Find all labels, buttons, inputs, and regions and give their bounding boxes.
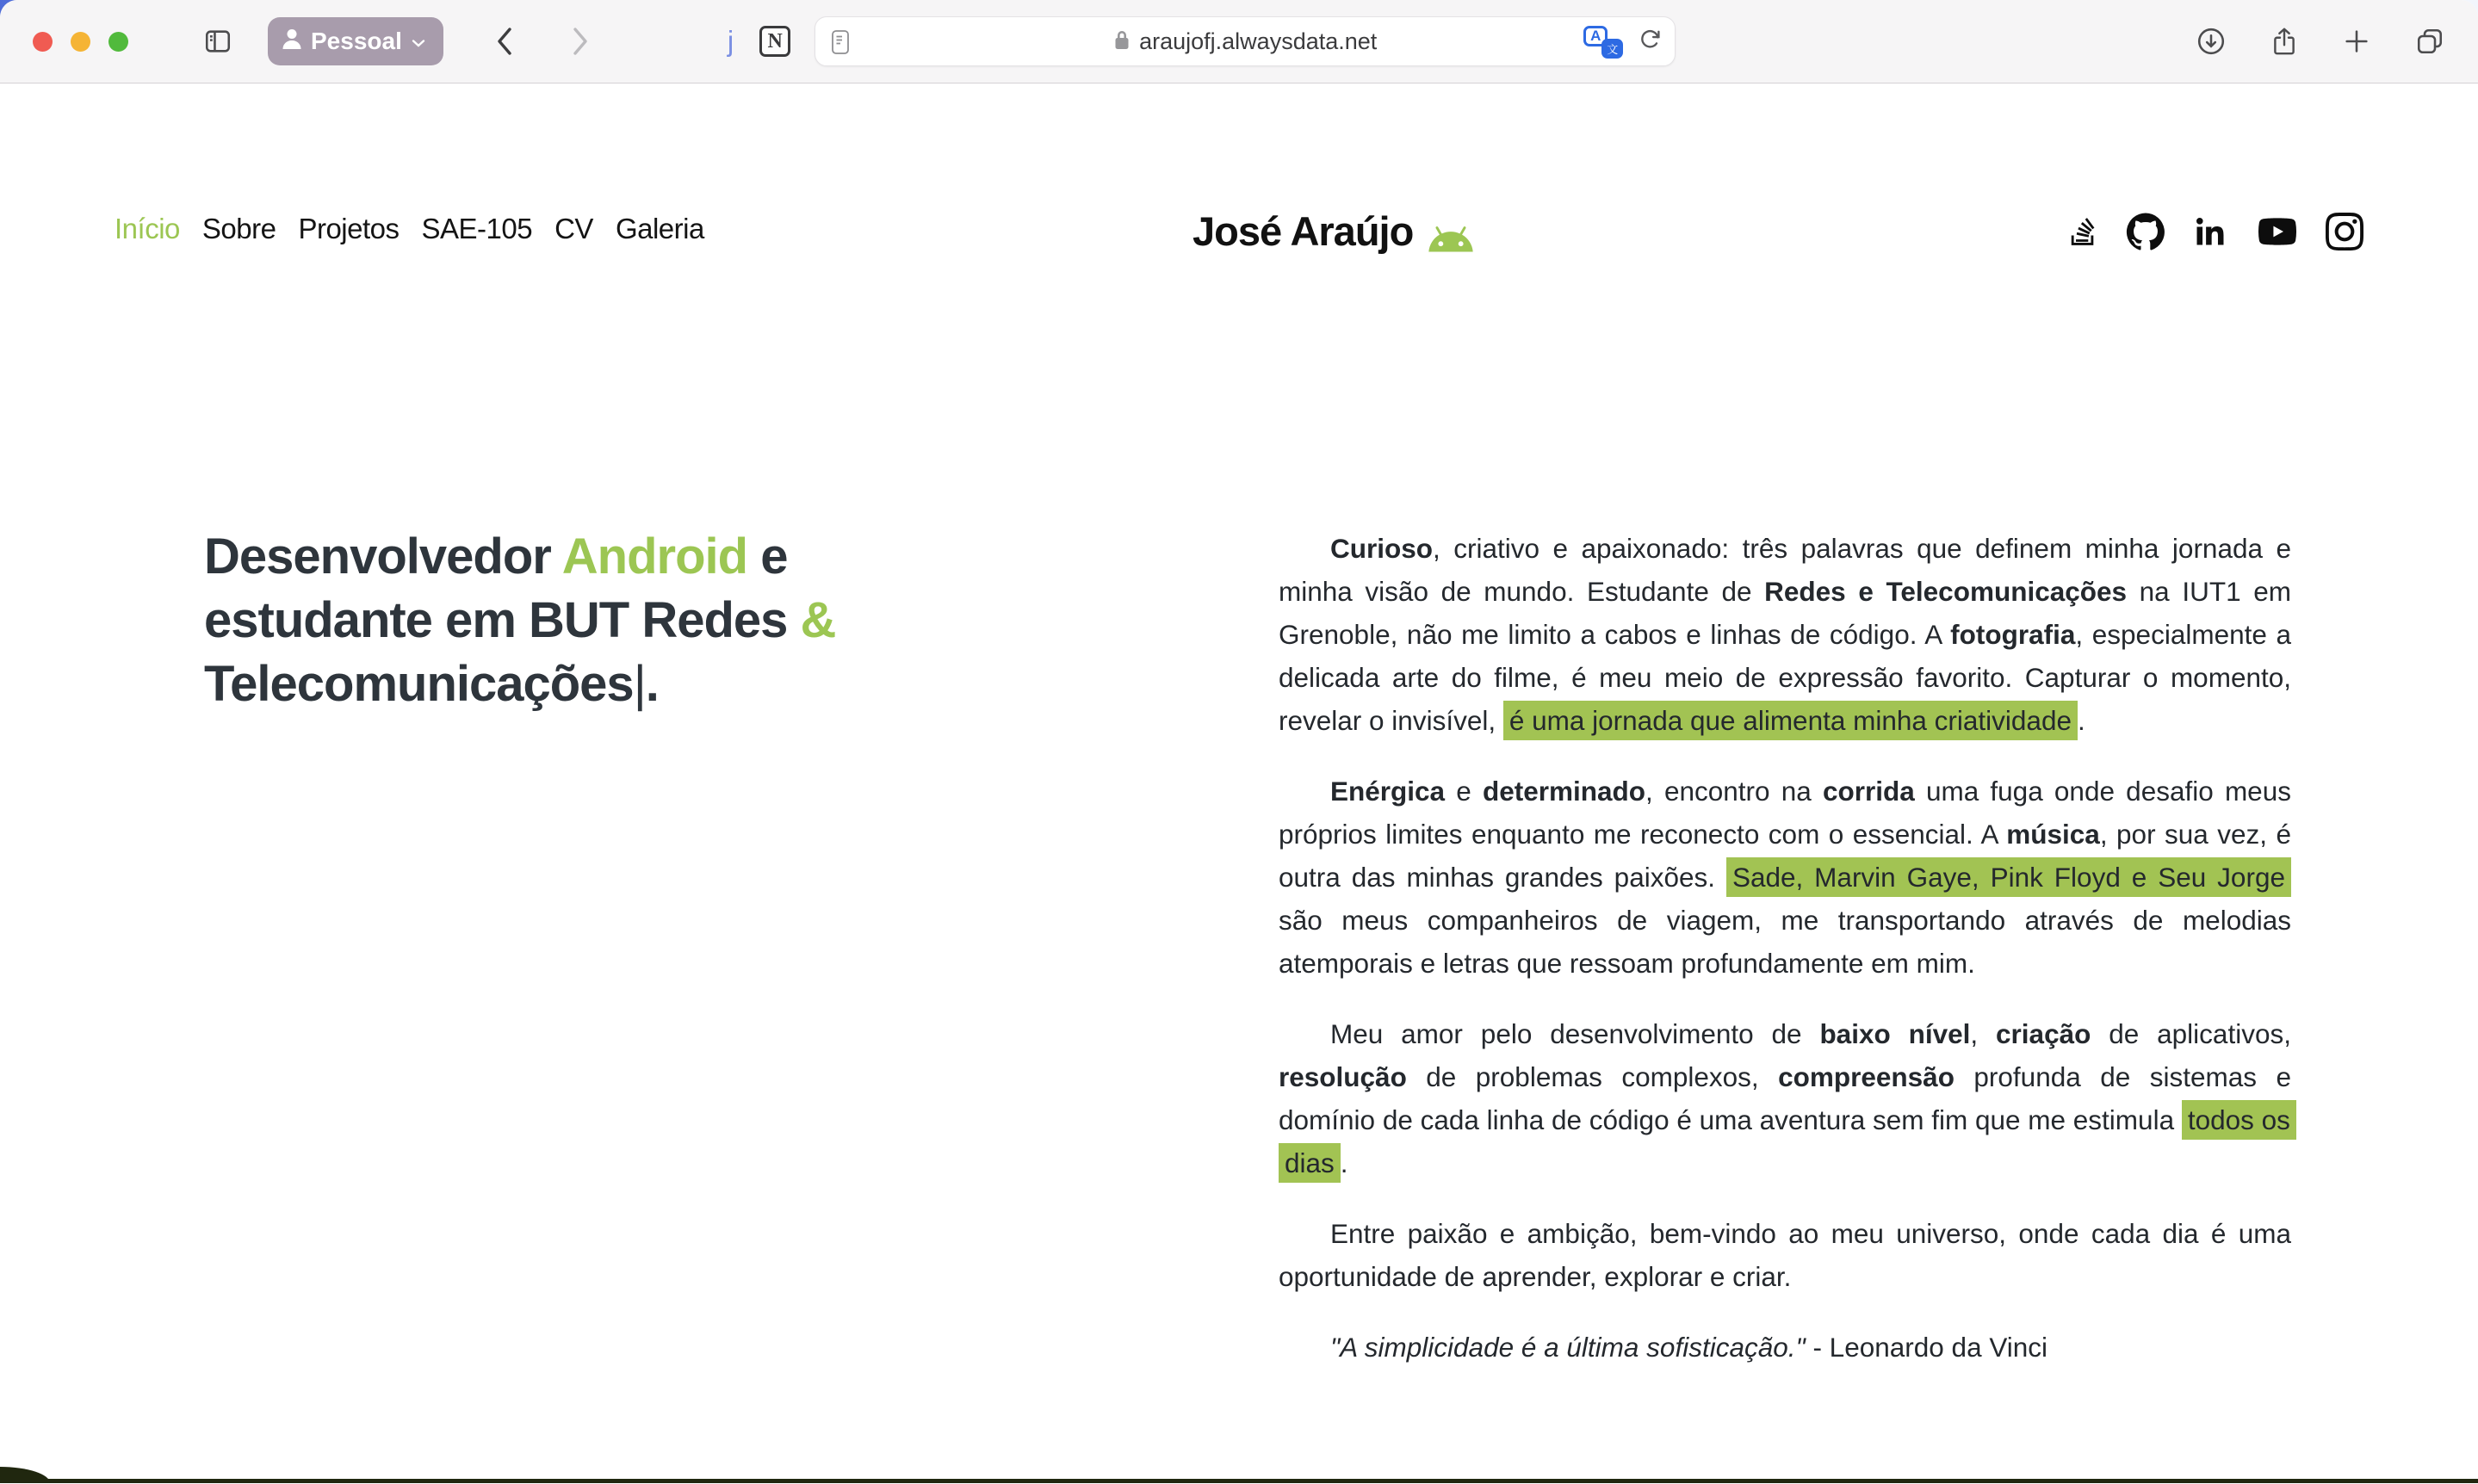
- browser-toolbar: [0, 0, 2478, 83]
- window-controls: [33, 32, 128, 52]
- nav-link-sae105[interactable]: SAE-105: [421, 213, 533, 244]
- site-title-text: José Araújo: [1193, 208, 1414, 254]
- about-paragraph-1: Curioso, criativo e apaixonado: três palavras que definem minha jornada e minha visão de mundo. Estudante de Redes e Telecomunicações na IUT1 em Grenoble, não me limito a cabos e linhas de código. A fotografia, especialmente a delicada arte do filme, é meu meio de expressão favorito. Capturar o momento, revelar o invisível, é uma jornada que alimenta minha criatividade .: [1279, 527, 2291, 742]
- instagram-icon[interactable]: [2326, 213, 2363, 250]
- footer-divider: [0, 1466, 2478, 1483]
- toolbar-right-actions: [2196, 25, 2445, 58]
- web-page: [0, 83, 2478, 1483]
- social-links: [2067, 213, 2363, 250]
- about-section: [1279, 527, 2291, 1369]
- youtube-icon[interactable]: [2255, 213, 2300, 250]
- hero-heading: Desenvolvedor Android e estudante em BUT Redes & Telecomunicações|.: [204, 529, 836, 712]
- nav-link-sobre[interactable]: Sobre: [201, 213, 276, 244]
- reader-view-icon[interactable]: [831, 29, 850, 59]
- nav-link-projetos[interactable]: Projetos: [298, 213, 400, 244]
- lock-icon: [1113, 28, 1131, 55]
- tab-overview-icon[interactable]: [2414, 26, 2445, 57]
- address-bar[interactable]: [815, 16, 1676, 66]
- person-icon: [282, 28, 302, 56]
- share-icon[interactable]: [2270, 25, 2299, 58]
- about-paragraph-3: Meu amor pelo desenvolvimento de baixo nível, criação de aplicativos, resolução de problemas complexos, compreensão profunda de sistemas e domínio de cada linha de código é uma aventura sem fim que me estimula todos os dias .: [1279, 1012, 2291, 1184]
- sidebar-toggle-icon[interactable]: [202, 27, 233, 56]
- new-tab-icon[interactable]: [2342, 27, 2371, 56]
- zoom-window-button[interactable]: [108, 32, 128, 52]
- url-text[interactable]: araujofj.alwaysdata.net: [1139, 28, 1378, 54]
- nav-link-cv[interactable]: CV: [554, 213, 593, 244]
- site-title: [1193, 207, 1475, 255]
- forward-button[interactable]: [569, 25, 592, 58]
- pinned-tab-favicon[interactable]: j: [727, 25, 734, 57]
- quote: "A simplicidade é a última sofisticação." - Leonardo da Vinci: [1330, 1332, 2048, 1363]
- nav-link-inicio[interactable]: Início: [115, 213, 180, 244]
- notion-icon[interactable]: N: [759, 26, 790, 57]
- downloads-icon[interactable]: [2196, 26, 2227, 57]
- stackoverflow-icon[interactable]: [2067, 213, 2100, 250]
- chevron-down-icon: [411, 28, 426, 55]
- close-window-button[interactable]: [33, 32, 53, 52]
- about-paragraph-4: Entre paixão e ambição, bem-vindo ao meu universo, onde cada dia é uma oportunidade de aprender, explorar e criar.: [1279, 1218, 2291, 1292]
- github-icon[interactable]: [2126, 213, 2165, 250]
- nav-link-galeria[interactable]: Galeria: [615, 213, 704, 244]
- site-nav: [115, 213, 704, 245]
- minimize-window-button[interactable]: [71, 32, 90, 52]
- profile-label: Pessoal: [311, 28, 402, 54]
- back-button[interactable]: [493, 25, 516, 58]
- android-icon: [1427, 215, 1475, 253]
- linkedin-icon[interactable]: [2191, 213, 2229, 250]
- reload-icon[interactable]: [1637, 26, 1663, 58]
- about-paragraph-2: Enérgica e determinado, encontro na corrida uma fuga onde desafio meus próprios limites enquanto me reconecto com o essencial. A música, por sua vez, é outra das minhas grandes paixões. Sade, Marvin Gaye, Pink Floyd e Seu Jorge são meus companheiros de viagem, me transportando através de melodias atemporais e letras que ressoam profundamente em mim.: [1279, 776, 2291, 979]
- translate-icon[interactable]: A 文: [1583, 24, 1623, 59]
- profile-button[interactable]: [268, 17, 443, 65]
